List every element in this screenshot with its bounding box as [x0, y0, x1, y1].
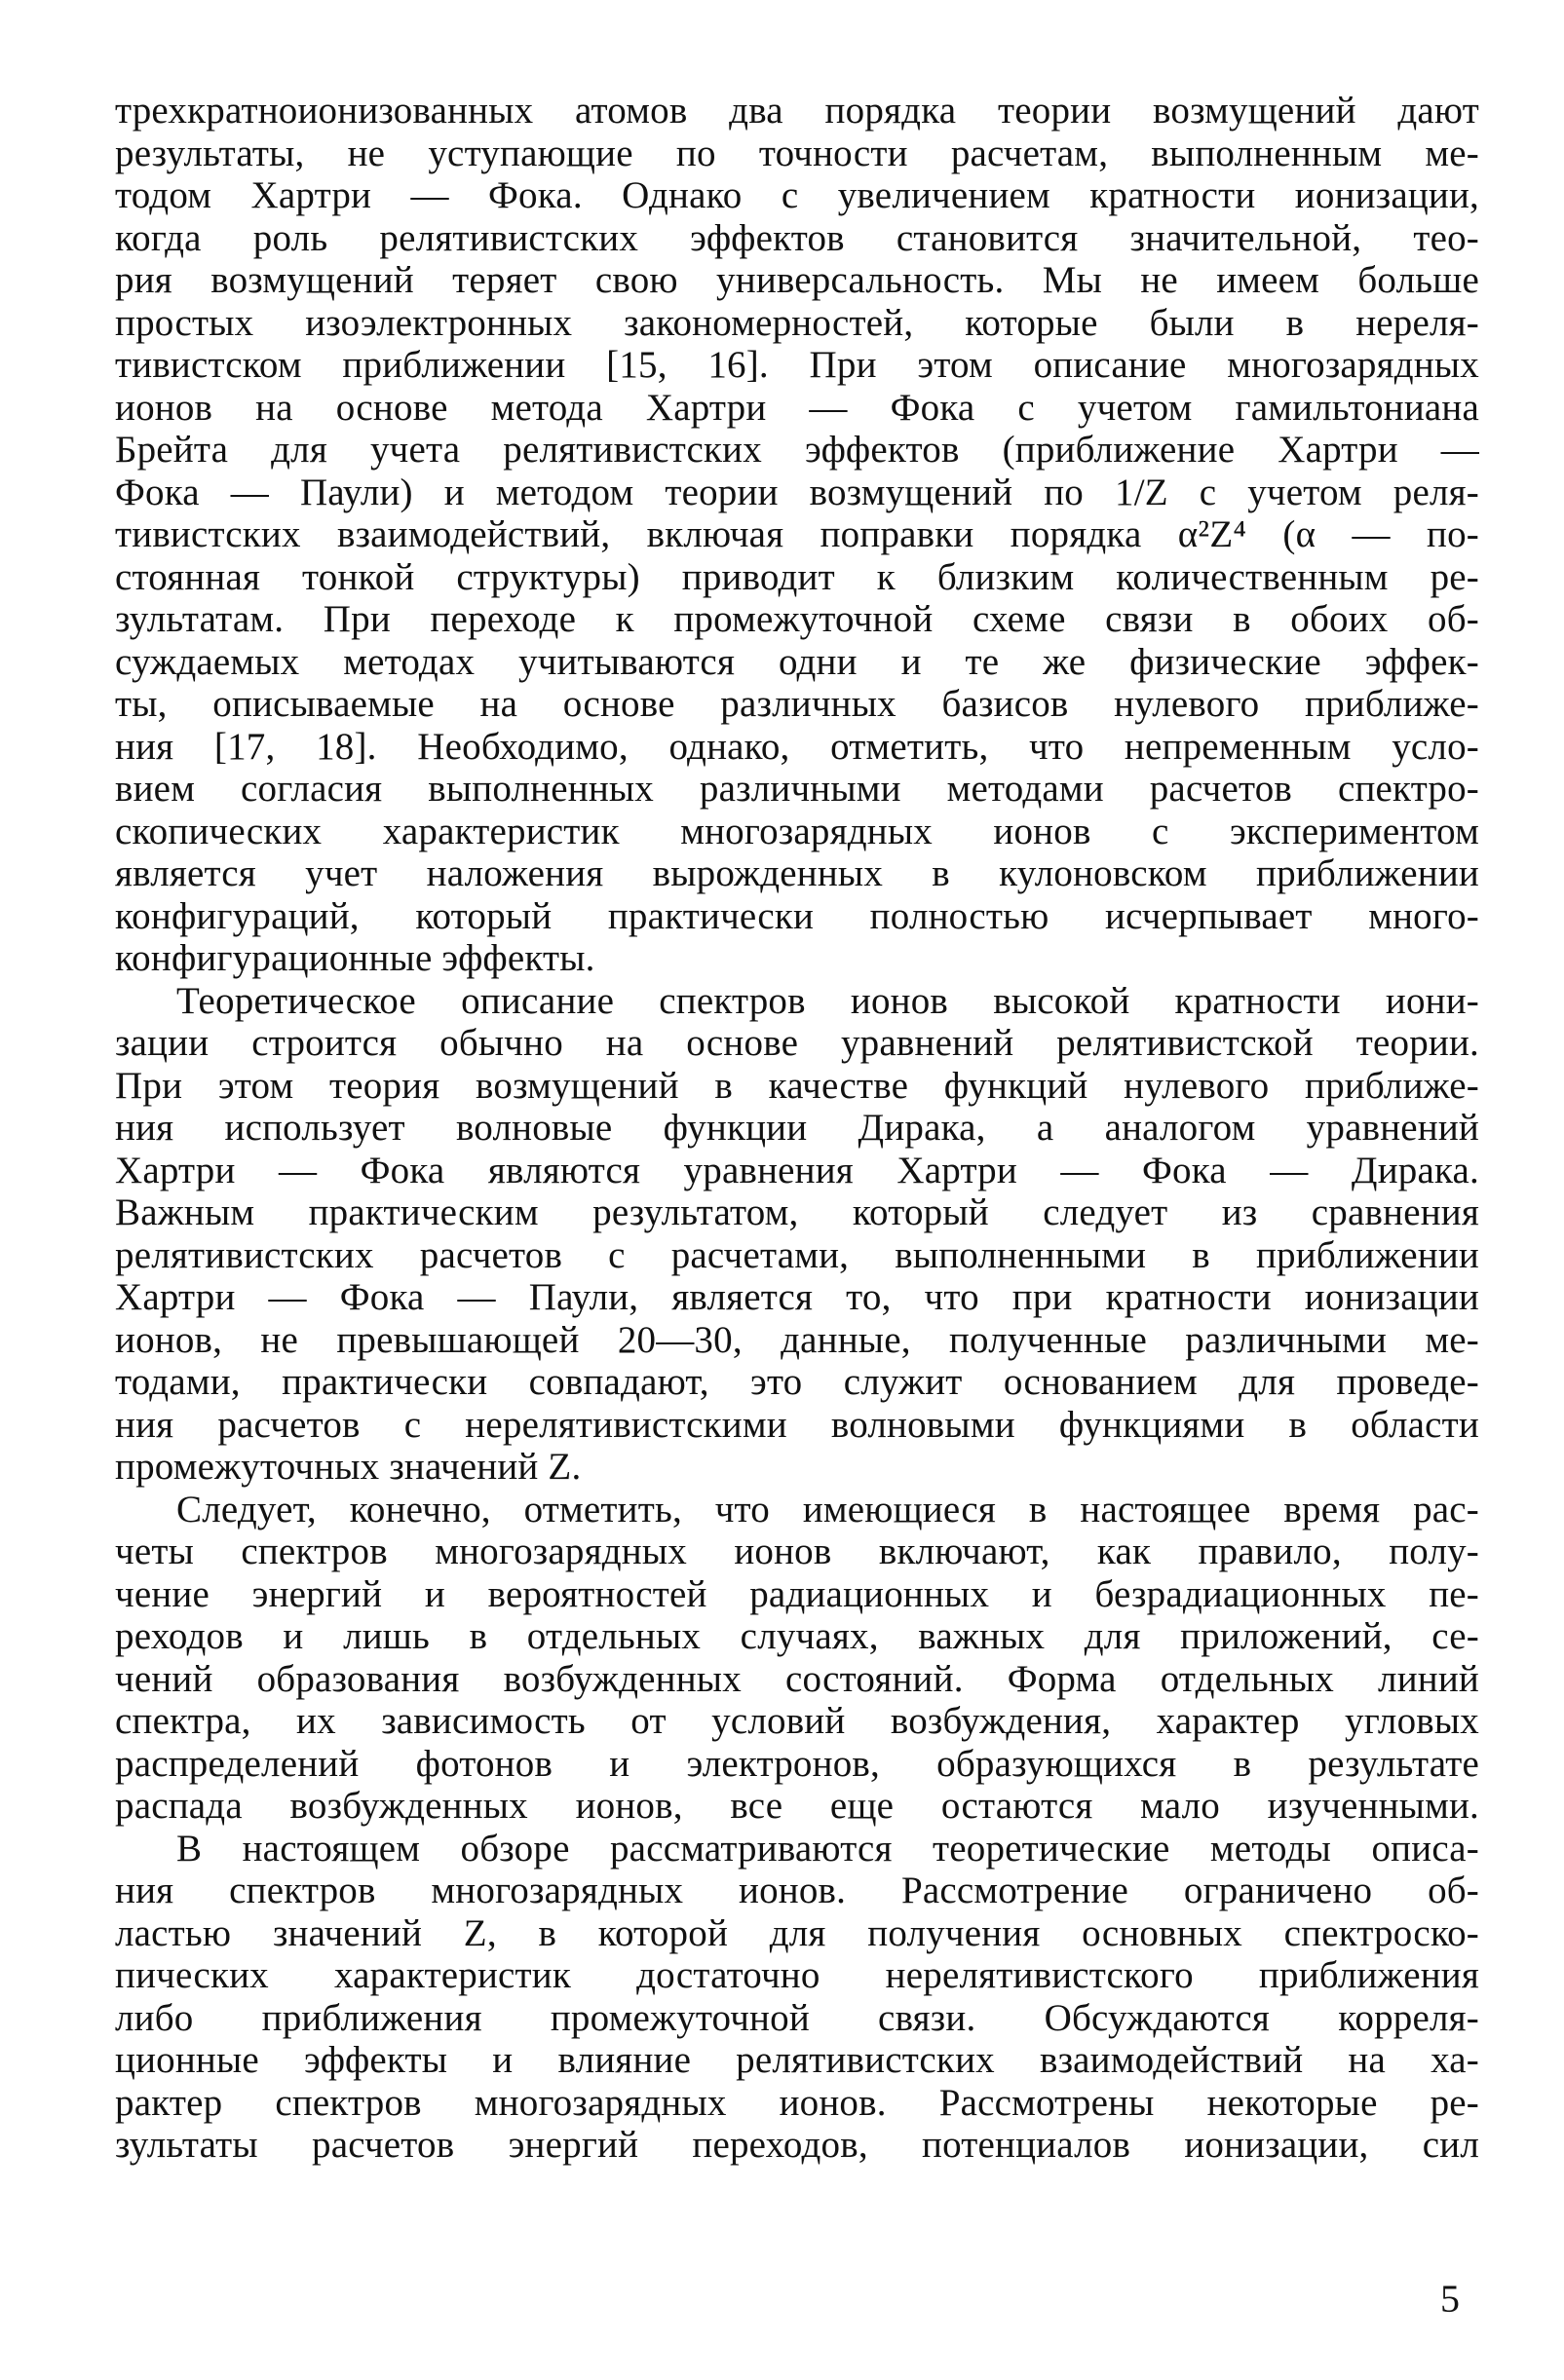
- text-line: ионов на основе метода Хартри — Фока с учетом гамильтониана: [115, 386, 1479, 429]
- text-line: ионов, не превышающей 20—30, данные, полученные различными ме-: [115, 1318, 1479, 1361]
- text-line: Теоретическое описание спектров ионов высокой кратности иони-: [176, 979, 1479, 1022]
- text-line: рия возмущений теряет свою универсальность. Мы не имеем больше: [115, 259, 1479, 301]
- text-line: когда роль релятивистских эффектов становится значительной, тео-: [115, 216, 1479, 259]
- text-line: распределений фотонов и электронов, образующихся в результате: [115, 1742, 1479, 1785]
- text-line: ния расчетов с нерелятивистскими волновыми функциями в области: [115, 1403, 1479, 1446]
- text-line: промежуточных значений Z.: [115, 1446, 582, 1488]
- text-line: суждаемых методах учитываются одни и те же физические эффек-: [115, 640, 1479, 683]
- text-line: ционные эффекты и влияние релятивистских взаимодействий на ха-: [115, 2039, 1479, 2081]
- text-line: является учет наложения вырожденных в кулоновском приближении: [115, 852, 1479, 894]
- text-line: четы спектров многозарядных ионов включают, как правило, полу-: [115, 1530, 1479, 1572]
- text-line: ния спектров многозарядных ионов. Рассмотрение ограничено об-: [115, 1870, 1479, 1911]
- text-line: рактер спектров многозарядных ионов. Рассмотрены некоторые ре-: [115, 2081, 1479, 2124]
- text-line: трехкратноионизованных атомов два порядка теории возмущений дают: [115, 90, 1479, 132]
- text-line: Важным практическим результатом, который следует из сравнения: [115, 1191, 1479, 1233]
- text-line: зультатам. При переходе к промежуточной схеме связи в обоих об-: [115, 598, 1479, 640]
- text-line: Хартри — Фока являются уравнения Хартри — Фока — Дирака.: [115, 1149, 1479, 1191]
- text-line: спектра, их зависимость от условий возбуждения, характер угловых: [115, 1700, 1479, 1742]
- text-line: ластью значений Z, в которой для получения основных спектроско-: [115, 1911, 1479, 1954]
- text-line: простых изоэлектронных закономерностей, которые были в нереля-: [115, 301, 1479, 344]
- text-line: вием согласия выполненных различными методами расчетов спектро-: [115, 768, 1479, 810]
- text-line: тодом Хартри — Фока. Однако с увеличением кратности ионизации,: [115, 174, 1479, 216]
- text-line: конфигурационные эффекты.: [115, 937, 595, 979]
- text-line: чение энергий и вероятностей радиационных и безрадиационных пе-: [115, 1572, 1479, 1615]
- text-line: тивистских взаимодействий, включая поправки порядка α²Z⁴ (α — по-: [115, 513, 1479, 555]
- text-line: Следует, конечно, отметить, что имеющиеся в настоящее время рас-: [176, 1488, 1479, 1530]
- text-line: В настоящем обзоре рассматриваются теоретические методы описа-: [176, 1827, 1479, 1870]
- text-line: реходов и лишь в отдельных случаях, важных для приложений, се-: [115, 1615, 1479, 1657]
- text-line: ния использует волновые функции Дирака, а аналогом уравнений: [115, 1107, 1479, 1149]
- text-line: распада возбужденных ионов, все еще остаются мало изученными.: [115, 1785, 1479, 1827]
- text-line: Хартри — Фока — Паули, является то, что при кратности ионизации: [115, 1276, 1479, 1318]
- text-line: результаты, не уступающие по точности расчетам, выполненным ме-: [115, 132, 1479, 174]
- text-line: чений образования возбужденных состояний. Форма отдельных линий: [115, 1657, 1479, 1700]
- text-line: зультаты расчетов энергий переходов, потенциалов ионизации, сил: [115, 2124, 1479, 2166]
- text-line: либо приближения промежуточной связи. Обсуждаются корреля-: [115, 1996, 1479, 2039]
- text-line: Брейта для учета релятивистских эффектов (приближение Хартри —: [115, 429, 1479, 471]
- page-number: 5: [1440, 2277, 1460, 2321]
- text-line: зации строится обычно на основе уравнений релятивистской теории.: [115, 1022, 1479, 1064]
- text-line: пических характеристик достаточно нерелятивистского приближения: [115, 1954, 1479, 1996]
- text-line: Фока — Паули) и методом теории возмущений по 1/Z с учетом реля-: [115, 471, 1479, 513]
- text-line: конфигураций, который практически полностью исчерпывает много-: [115, 894, 1479, 937]
- text-line: стоянная тонкой структуры) приводит к близким количественным ре-: [115, 555, 1479, 598]
- text-line: При этом теория возмущений в качестве функций нулевого приближе-: [115, 1064, 1479, 1107]
- text-line: ния [17, 18]. Необходимо, однако, отметить, что непременным усло-: [115, 725, 1479, 768]
- text-line: тивистском приближении [15, 16]. При этом описание многозарядных: [115, 344, 1479, 386]
- text-line: скопических характеристик многозарядных ионов с экспериментом: [115, 810, 1479, 852]
- body-text: [115, 90, 1479, 2167]
- text-line: релятивистских расчетов с расчетами, выполненными в приближении: [115, 1233, 1479, 1276]
- text-line: тодами, практически совпадают, это служит основанием для проведе-: [115, 1361, 1479, 1403]
- text-line: ты, описываемые на основе различных базисов нулевого приближе-: [115, 683, 1479, 725]
